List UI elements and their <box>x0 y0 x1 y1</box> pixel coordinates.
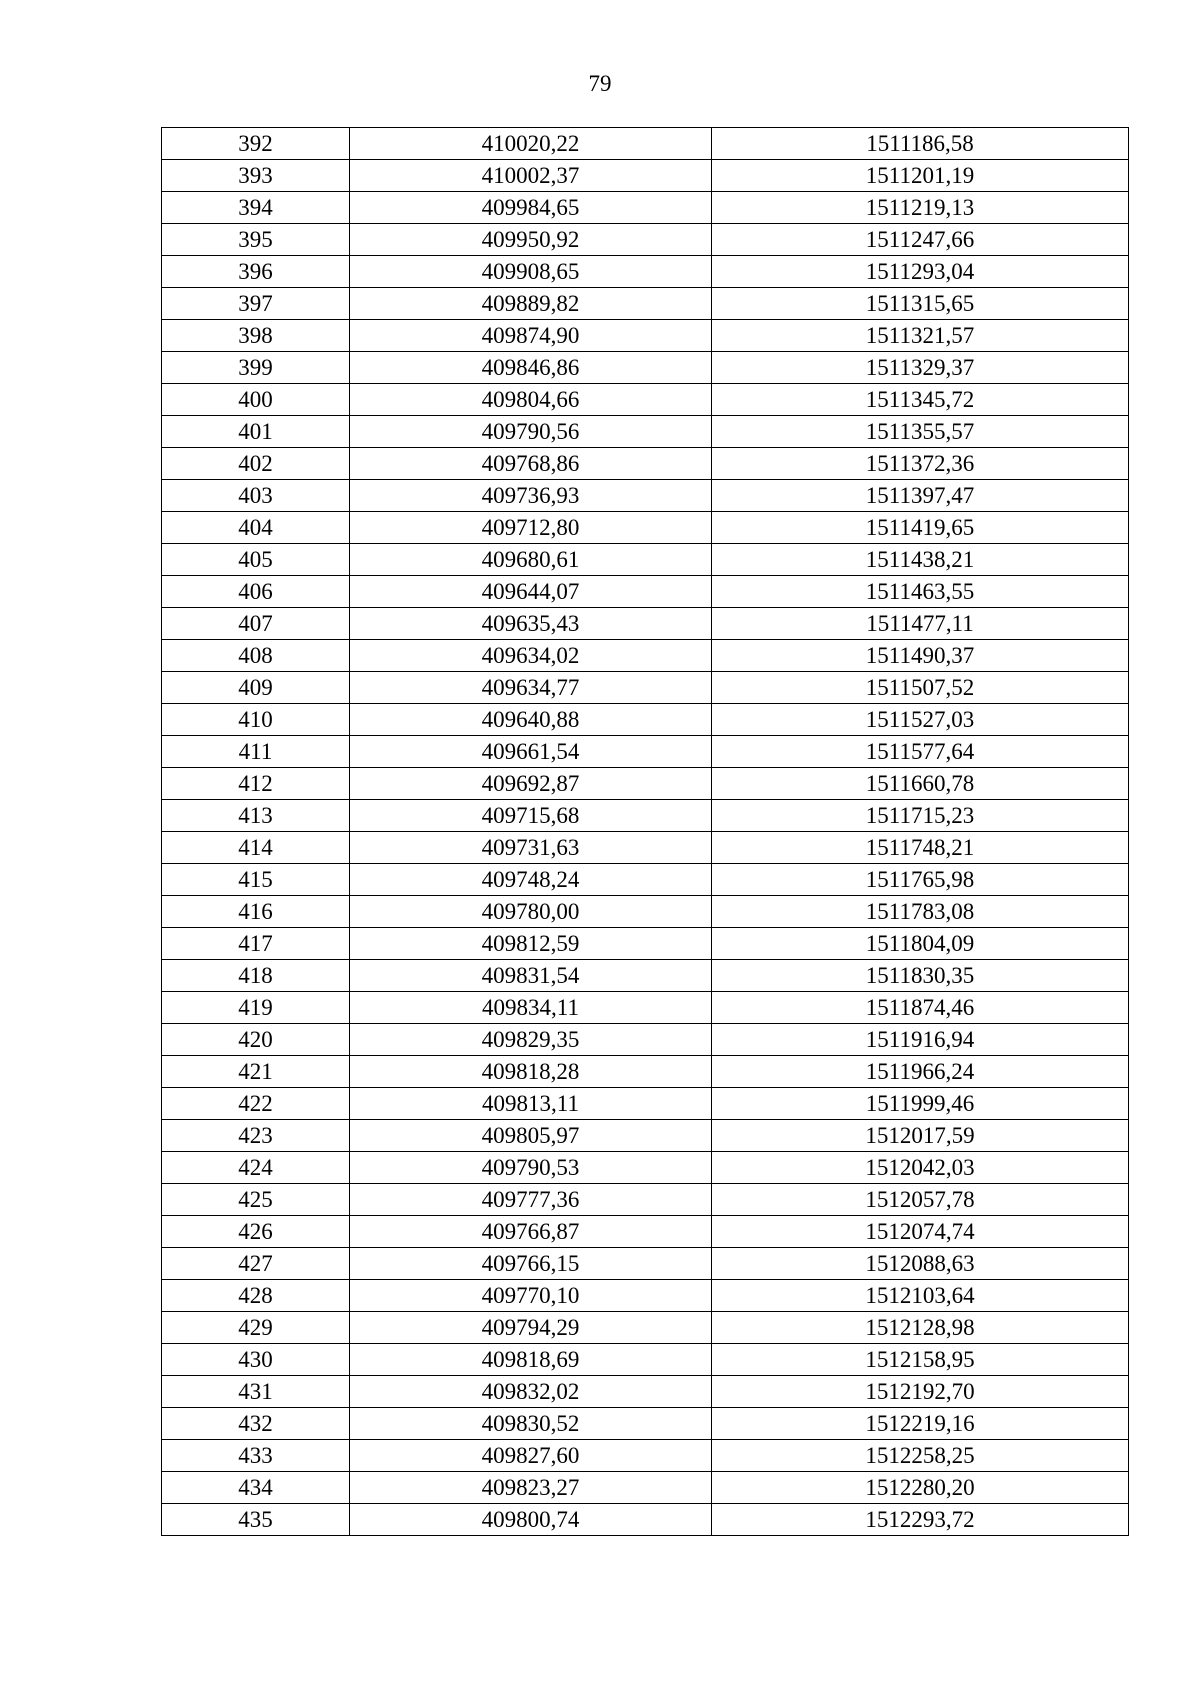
y-coordinate-cell: 1511783,08 <box>712 896 1129 928</box>
point-number-cell: 423 <box>162 1120 350 1152</box>
x-coordinate-cell: 409635,43 <box>350 608 712 640</box>
point-number-cell: 403 <box>162 480 350 512</box>
table-row <box>162 1248 1129 1280</box>
table-row <box>162 1152 1129 1184</box>
y-coordinate-cell: 1511748,21 <box>712 832 1129 864</box>
point-number-cell: 431 <box>162 1376 350 1408</box>
y-coordinate-cell: 1511315,65 <box>712 288 1129 320</box>
x-coordinate-cell: 409644,07 <box>350 576 712 608</box>
table-row <box>162 1056 1129 1088</box>
y-coordinate-cell: 1511186,58 <box>712 128 1129 160</box>
y-coordinate-cell: 1511715,23 <box>712 800 1129 832</box>
table-row <box>162 384 1129 416</box>
x-coordinate-cell: 409692,87 <box>350 768 712 800</box>
y-coordinate-cell: 1512017,59 <box>712 1120 1129 1152</box>
y-coordinate-cell: 1512128,98 <box>712 1312 1129 1344</box>
table-row <box>162 768 1129 800</box>
y-coordinate-cell: 1511219,13 <box>712 192 1129 224</box>
x-coordinate-cell: 409800,74 <box>350 1504 712 1536</box>
coordinates-table <box>161 127 1129 1536</box>
y-coordinate-cell: 1511247,66 <box>712 224 1129 256</box>
y-coordinate-cell: 1511830,35 <box>712 960 1129 992</box>
point-number-cell: 401 <box>162 416 350 448</box>
table-row <box>162 544 1129 576</box>
y-coordinate-cell: 1511419,65 <box>712 512 1129 544</box>
x-coordinate-cell: 409818,69 <box>350 1344 712 1376</box>
table-row <box>162 512 1129 544</box>
table-row <box>162 1312 1129 1344</box>
table-row <box>162 704 1129 736</box>
y-coordinate-cell: 1512219,16 <box>712 1408 1129 1440</box>
point-number-cell: 392 <box>162 128 350 160</box>
point-number-cell: 433 <box>162 1440 350 1472</box>
table-row <box>162 864 1129 896</box>
y-coordinate-cell: 1512158,95 <box>712 1344 1129 1376</box>
x-coordinate-cell: 410020,22 <box>350 128 712 160</box>
y-coordinate-cell: 1511966,24 <box>712 1056 1129 1088</box>
y-coordinate-cell: 1511874,46 <box>712 992 1129 1024</box>
y-coordinate-cell: 1511490,37 <box>712 640 1129 672</box>
x-coordinate-cell: 409984,65 <box>350 192 712 224</box>
x-coordinate-cell: 409768,86 <box>350 448 712 480</box>
x-coordinate-cell: 409832,02 <box>350 1376 712 1408</box>
table-row <box>162 1088 1129 1120</box>
table-row <box>162 1344 1129 1376</box>
x-coordinate-cell: 409634,02 <box>350 640 712 672</box>
y-coordinate-cell: 1511201,19 <box>712 160 1129 192</box>
point-number-cell: 409 <box>162 672 350 704</box>
y-coordinate-cell: 1511804,09 <box>712 928 1129 960</box>
table-row <box>162 576 1129 608</box>
table-row <box>162 256 1129 288</box>
table-row <box>162 640 1129 672</box>
point-number-cell: 426 <box>162 1216 350 1248</box>
point-number-cell: 432 <box>162 1408 350 1440</box>
point-number-cell: 393 <box>162 160 350 192</box>
table-row <box>162 288 1129 320</box>
point-number-cell: 427 <box>162 1248 350 1280</box>
y-coordinate-cell: 1512280,20 <box>712 1472 1129 1504</box>
x-coordinate-cell: 409770,10 <box>350 1280 712 1312</box>
table-row <box>162 1216 1129 1248</box>
y-coordinate-cell: 1511463,55 <box>712 576 1129 608</box>
point-number-cell: 420 <box>162 1024 350 1056</box>
point-number-cell: 419 <box>162 992 350 1024</box>
coordinates-table-body <box>162 128 1129 1536</box>
x-coordinate-cell: 409823,27 <box>350 1472 712 1504</box>
y-coordinate-cell: 1511438,21 <box>712 544 1129 576</box>
point-number-cell: 398 <box>162 320 350 352</box>
y-coordinate-cell: 1512293,72 <box>712 1504 1129 1536</box>
x-coordinate-cell: 409661,54 <box>350 736 712 768</box>
point-number-cell: 412 <box>162 768 350 800</box>
table-row <box>162 448 1129 480</box>
y-coordinate-cell: 1511293,04 <box>712 256 1129 288</box>
y-coordinate-cell: 1512057,78 <box>712 1184 1129 1216</box>
point-number-cell: 404 <box>162 512 350 544</box>
table-row <box>162 992 1129 1024</box>
x-coordinate-cell: 409780,00 <box>350 896 712 928</box>
point-number-cell: 396 <box>162 256 350 288</box>
x-coordinate-cell: 409794,29 <box>350 1312 712 1344</box>
point-number-cell: 410 <box>162 704 350 736</box>
point-number-cell: 425 <box>162 1184 350 1216</box>
point-number-cell: 424 <box>162 1152 350 1184</box>
point-number-cell: 395 <box>162 224 350 256</box>
table-row <box>162 1440 1129 1472</box>
table-row <box>162 672 1129 704</box>
y-coordinate-cell: 1511577,64 <box>712 736 1129 768</box>
x-coordinate-cell: 409634,77 <box>350 672 712 704</box>
table-row <box>162 160 1129 192</box>
point-number-cell: 421 <box>162 1056 350 1088</box>
table-row <box>162 1024 1129 1056</box>
x-coordinate-cell: 409874,90 <box>350 320 712 352</box>
x-coordinate-cell: 409804,66 <box>350 384 712 416</box>
y-coordinate-cell: 1511329,37 <box>712 352 1129 384</box>
table-row <box>162 896 1129 928</box>
table-row <box>162 1120 1129 1152</box>
table-row <box>162 224 1129 256</box>
table-row <box>162 832 1129 864</box>
y-coordinate-cell: 1512088,63 <box>712 1248 1129 1280</box>
table-row <box>162 1376 1129 1408</box>
point-number-cell: 406 <box>162 576 350 608</box>
y-coordinate-cell: 1512258,25 <box>712 1440 1129 1472</box>
y-coordinate-cell: 1511660,78 <box>712 768 1129 800</box>
x-coordinate-cell: 409827,60 <box>350 1440 712 1472</box>
table-row <box>162 320 1129 352</box>
y-coordinate-cell: 1511507,52 <box>712 672 1129 704</box>
x-coordinate-cell: 409680,61 <box>350 544 712 576</box>
table-row <box>162 1280 1129 1312</box>
x-coordinate-cell: 409831,54 <box>350 960 712 992</box>
table-row <box>162 192 1129 224</box>
x-coordinate-cell: 409908,65 <box>350 256 712 288</box>
point-number-cell: 405 <box>162 544 350 576</box>
point-number-cell: 416 <box>162 896 350 928</box>
table-row <box>162 128 1129 160</box>
x-coordinate-cell: 409777,36 <box>350 1184 712 1216</box>
x-coordinate-cell: 409812,59 <box>350 928 712 960</box>
point-number-cell: 428 <box>162 1280 350 1312</box>
y-coordinate-cell: 1511916,94 <box>712 1024 1129 1056</box>
x-coordinate-cell: 409889,82 <box>350 288 712 320</box>
y-coordinate-cell: 1512074,74 <box>712 1216 1129 1248</box>
y-coordinate-cell: 1511345,72 <box>712 384 1129 416</box>
table-row <box>162 352 1129 384</box>
x-coordinate-cell: 409834,11 <box>350 992 712 1024</box>
y-coordinate-cell: 1511765,98 <box>712 864 1129 896</box>
point-number-cell: 402 <box>162 448 350 480</box>
table-row <box>162 960 1129 992</box>
x-coordinate-cell: 410002,37 <box>350 160 712 192</box>
table-row <box>162 480 1129 512</box>
point-number-cell: 434 <box>162 1472 350 1504</box>
x-coordinate-cell: 409805,97 <box>350 1120 712 1152</box>
point-number-cell: 400 <box>162 384 350 416</box>
point-number-cell: 417 <box>162 928 350 960</box>
table-row <box>162 1184 1129 1216</box>
x-coordinate-cell: 409766,15 <box>350 1248 712 1280</box>
x-coordinate-cell: 409790,53 <box>350 1152 712 1184</box>
table-row <box>162 1408 1129 1440</box>
table-row <box>162 608 1129 640</box>
x-coordinate-cell: 409731,63 <box>350 832 712 864</box>
y-coordinate-cell: 1511372,36 <box>712 448 1129 480</box>
point-number-cell: 399 <box>162 352 350 384</box>
x-coordinate-cell: 409950,92 <box>350 224 712 256</box>
point-number-cell: 418 <box>162 960 350 992</box>
table-row <box>162 1472 1129 1504</box>
table-row <box>162 736 1129 768</box>
y-coordinate-cell: 1511397,47 <box>712 480 1129 512</box>
y-coordinate-cell: 1511527,03 <box>712 704 1129 736</box>
point-number-cell: 411 <box>162 736 350 768</box>
point-number-cell: 408 <box>162 640 350 672</box>
y-coordinate-cell: 1512103,64 <box>712 1280 1129 1312</box>
table-row <box>162 928 1129 960</box>
x-coordinate-cell: 409736,93 <box>350 480 712 512</box>
point-number-cell: 397 <box>162 288 350 320</box>
y-coordinate-cell: 1512042,03 <box>712 1152 1129 1184</box>
point-number-cell: 429 <box>162 1312 350 1344</box>
table-row <box>162 800 1129 832</box>
x-coordinate-cell: 409830,52 <box>350 1408 712 1440</box>
y-coordinate-cell: 1512192,70 <box>712 1376 1129 1408</box>
x-coordinate-cell: 409790,56 <box>350 416 712 448</box>
x-coordinate-cell: 409640,88 <box>350 704 712 736</box>
y-coordinate-cell: 1511355,57 <box>712 416 1129 448</box>
point-number-cell: 422 <box>162 1088 350 1120</box>
x-coordinate-cell: 409748,24 <box>350 864 712 896</box>
y-coordinate-cell: 1511321,57 <box>712 320 1129 352</box>
page-number: 79 <box>588 71 612 96</box>
y-coordinate-cell: 1511999,46 <box>712 1088 1129 1120</box>
point-number-cell: 394 <box>162 192 350 224</box>
point-number-cell: 413 <box>162 800 350 832</box>
point-number-cell: 435 <box>162 1504 350 1536</box>
x-coordinate-cell: 409846,86 <box>350 352 712 384</box>
point-number-cell: 415 <box>162 864 350 896</box>
x-coordinate-cell: 409818,28 <box>350 1056 712 1088</box>
point-number-cell: 414 <box>162 832 350 864</box>
x-coordinate-cell: 409712,80 <box>350 512 712 544</box>
point-number-cell: 407 <box>162 608 350 640</box>
table-row <box>162 1504 1129 1536</box>
x-coordinate-cell: 409766,87 <box>350 1216 712 1248</box>
table-row <box>162 416 1129 448</box>
y-coordinate-cell: 1511477,11 <box>712 608 1129 640</box>
x-coordinate-cell: 409715,68 <box>350 800 712 832</box>
point-number-cell: 430 <box>162 1344 350 1376</box>
x-coordinate-cell: 409813,11 <box>350 1088 712 1120</box>
x-coordinate-cell: 409829,35 <box>350 1024 712 1056</box>
